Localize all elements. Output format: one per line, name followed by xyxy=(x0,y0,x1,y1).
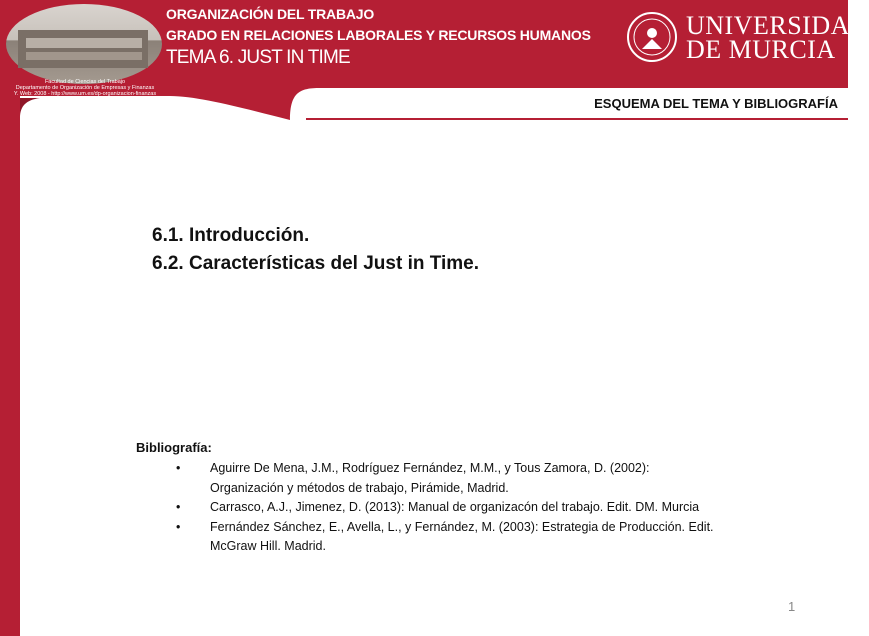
university-seal-icon xyxy=(626,11,678,63)
bibliography-title: Bibliografía: xyxy=(136,440,212,455)
bibliography-item-line: Aguirre De Mena, J.M., Rodríguez Fernández, M.M., y Tous Zamora, D. (2002): xyxy=(210,461,650,475)
bullet-icon: • xyxy=(176,500,181,514)
section-title: ESQUEMA DEL TEMA Y BIBLIOGRAFÍA xyxy=(594,96,838,111)
bibliography-item-line: Carrasco, A.J., Jimenez, D. (2013): Manual de organizacón del trabajo. Edit. DM. Murcia xyxy=(210,500,700,514)
header-curve-shadow xyxy=(20,98,40,636)
faculty-line: Departamento de Organización de Empresas y Finanzas xyxy=(15,85,155,91)
faculty-info xyxy=(0,79,170,97)
toc-item: 6.2. Características del Just in Time. xyxy=(152,253,480,274)
page-number: 1 xyxy=(788,599,796,614)
bibliography-item xyxy=(176,459,816,498)
bullet-icon: • xyxy=(176,461,181,475)
faculty-line: Y. Web: 2008 - http://www.um.es/dp-organizacion-finanzas xyxy=(13,91,157,97)
faculty-building-photo xyxy=(6,4,162,84)
bibliography-item-line: Fernández Sánchez, E., Avella, L., y Fernández, M. (2003): Estrategia de Producción. Edit. xyxy=(210,519,714,534)
university-logo xyxy=(626,11,869,69)
topic-title: TEMA 6. JUST IN TIME xyxy=(166,47,350,68)
logo-text-line2: DE MURCIA xyxy=(686,35,836,64)
course-title: ORGANIZACIÓN DEL TRABAJO xyxy=(166,6,375,22)
bibliography-list xyxy=(176,459,816,557)
faculty-line: Facultad de Ciencias del Trabajo xyxy=(44,79,126,85)
logo-text-line1: UNIVERSIDAD xyxy=(686,11,869,40)
bibliography-item xyxy=(176,498,816,518)
bibliography-item-line: McGraw Hill. Madrid. xyxy=(210,539,326,553)
section-divider xyxy=(306,118,848,120)
bibliography-item-line: Organización y métodos de trabajo, Pirámide, Madrid. xyxy=(210,480,509,495)
bibliography-item xyxy=(176,518,816,557)
degree-title: GRADO EN RELACIONES LABORALES Y RECURSOS HUMANOS xyxy=(166,27,591,43)
bullet-icon: • xyxy=(176,519,181,534)
table-of-contents xyxy=(152,222,479,278)
toc-item: 6.1. Introducción. xyxy=(152,225,310,246)
